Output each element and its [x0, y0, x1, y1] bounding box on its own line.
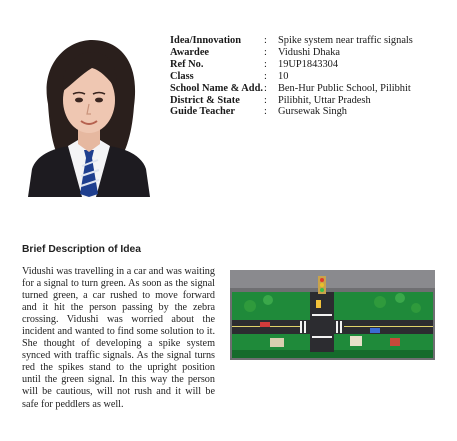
info-row	[170, 71, 413, 83]
info-separator: :	[264, 46, 267, 58]
info-separator: :	[264, 70, 267, 82]
info-value: 10	[278, 70, 289, 82]
awardee-portrait	[22, 34, 154, 197]
info-row	[170, 35, 413, 47]
info-separator: :	[264, 106, 267, 118]
info-label: Guide Teacher	[170, 106, 235, 118]
info-row	[170, 106, 413, 118]
info-value: 19UP1843304	[278, 58, 339, 70]
info-label: Idea/Innovation	[170, 35, 242, 46]
info-value: Pilibhit, Uttar Pradesh	[278, 94, 371, 106]
info-row	[170, 59, 413, 71]
info-value: Spike system near traffic signals	[278, 35, 413, 46]
info-row	[170, 95, 413, 107]
info-separator: :	[264, 35, 267, 46]
info-label: Class	[170, 70, 194, 82]
info-value: Ben-Hur Public School, Pilibhit	[278, 82, 411, 94]
info-value: Gursewak Singh	[278, 106, 347, 118]
info-label: Awardee	[170, 46, 210, 58]
info-label: District & State	[170, 94, 240, 106]
awardee-info-table	[170, 35, 413, 118]
info-separator: :	[264, 94, 267, 106]
section-title: Brief Description of Idea	[22, 244, 142, 255]
info-label: School Name & Add.	[170, 82, 263, 94]
info-separator: :	[264, 82, 267, 94]
info-separator: :	[264, 58, 267, 70]
info-label: Ref No.	[170, 58, 204, 70]
description-text: Vidushi was travelling in a car and was waiting for a signal to turn green. As soon as the signal turned green, a car rushed to move forward and it hit the person passing by the zebra crossing. Vidushi was worried about the incident and wanted to find some solution to it. She thought of developing a spike system synced with traffic signals. As the signal turns red the spikes stand to the upright position until the green signal. In this way the person will be cautious, will not rush and it will be safe for peddlers as well.	[22, 266, 215, 410]
project-model-photo	[230, 270, 435, 360]
info-row	[170, 83, 413, 95]
info-row	[170, 47, 413, 59]
info-value: Vidushi Dhaka	[278, 46, 340, 58]
